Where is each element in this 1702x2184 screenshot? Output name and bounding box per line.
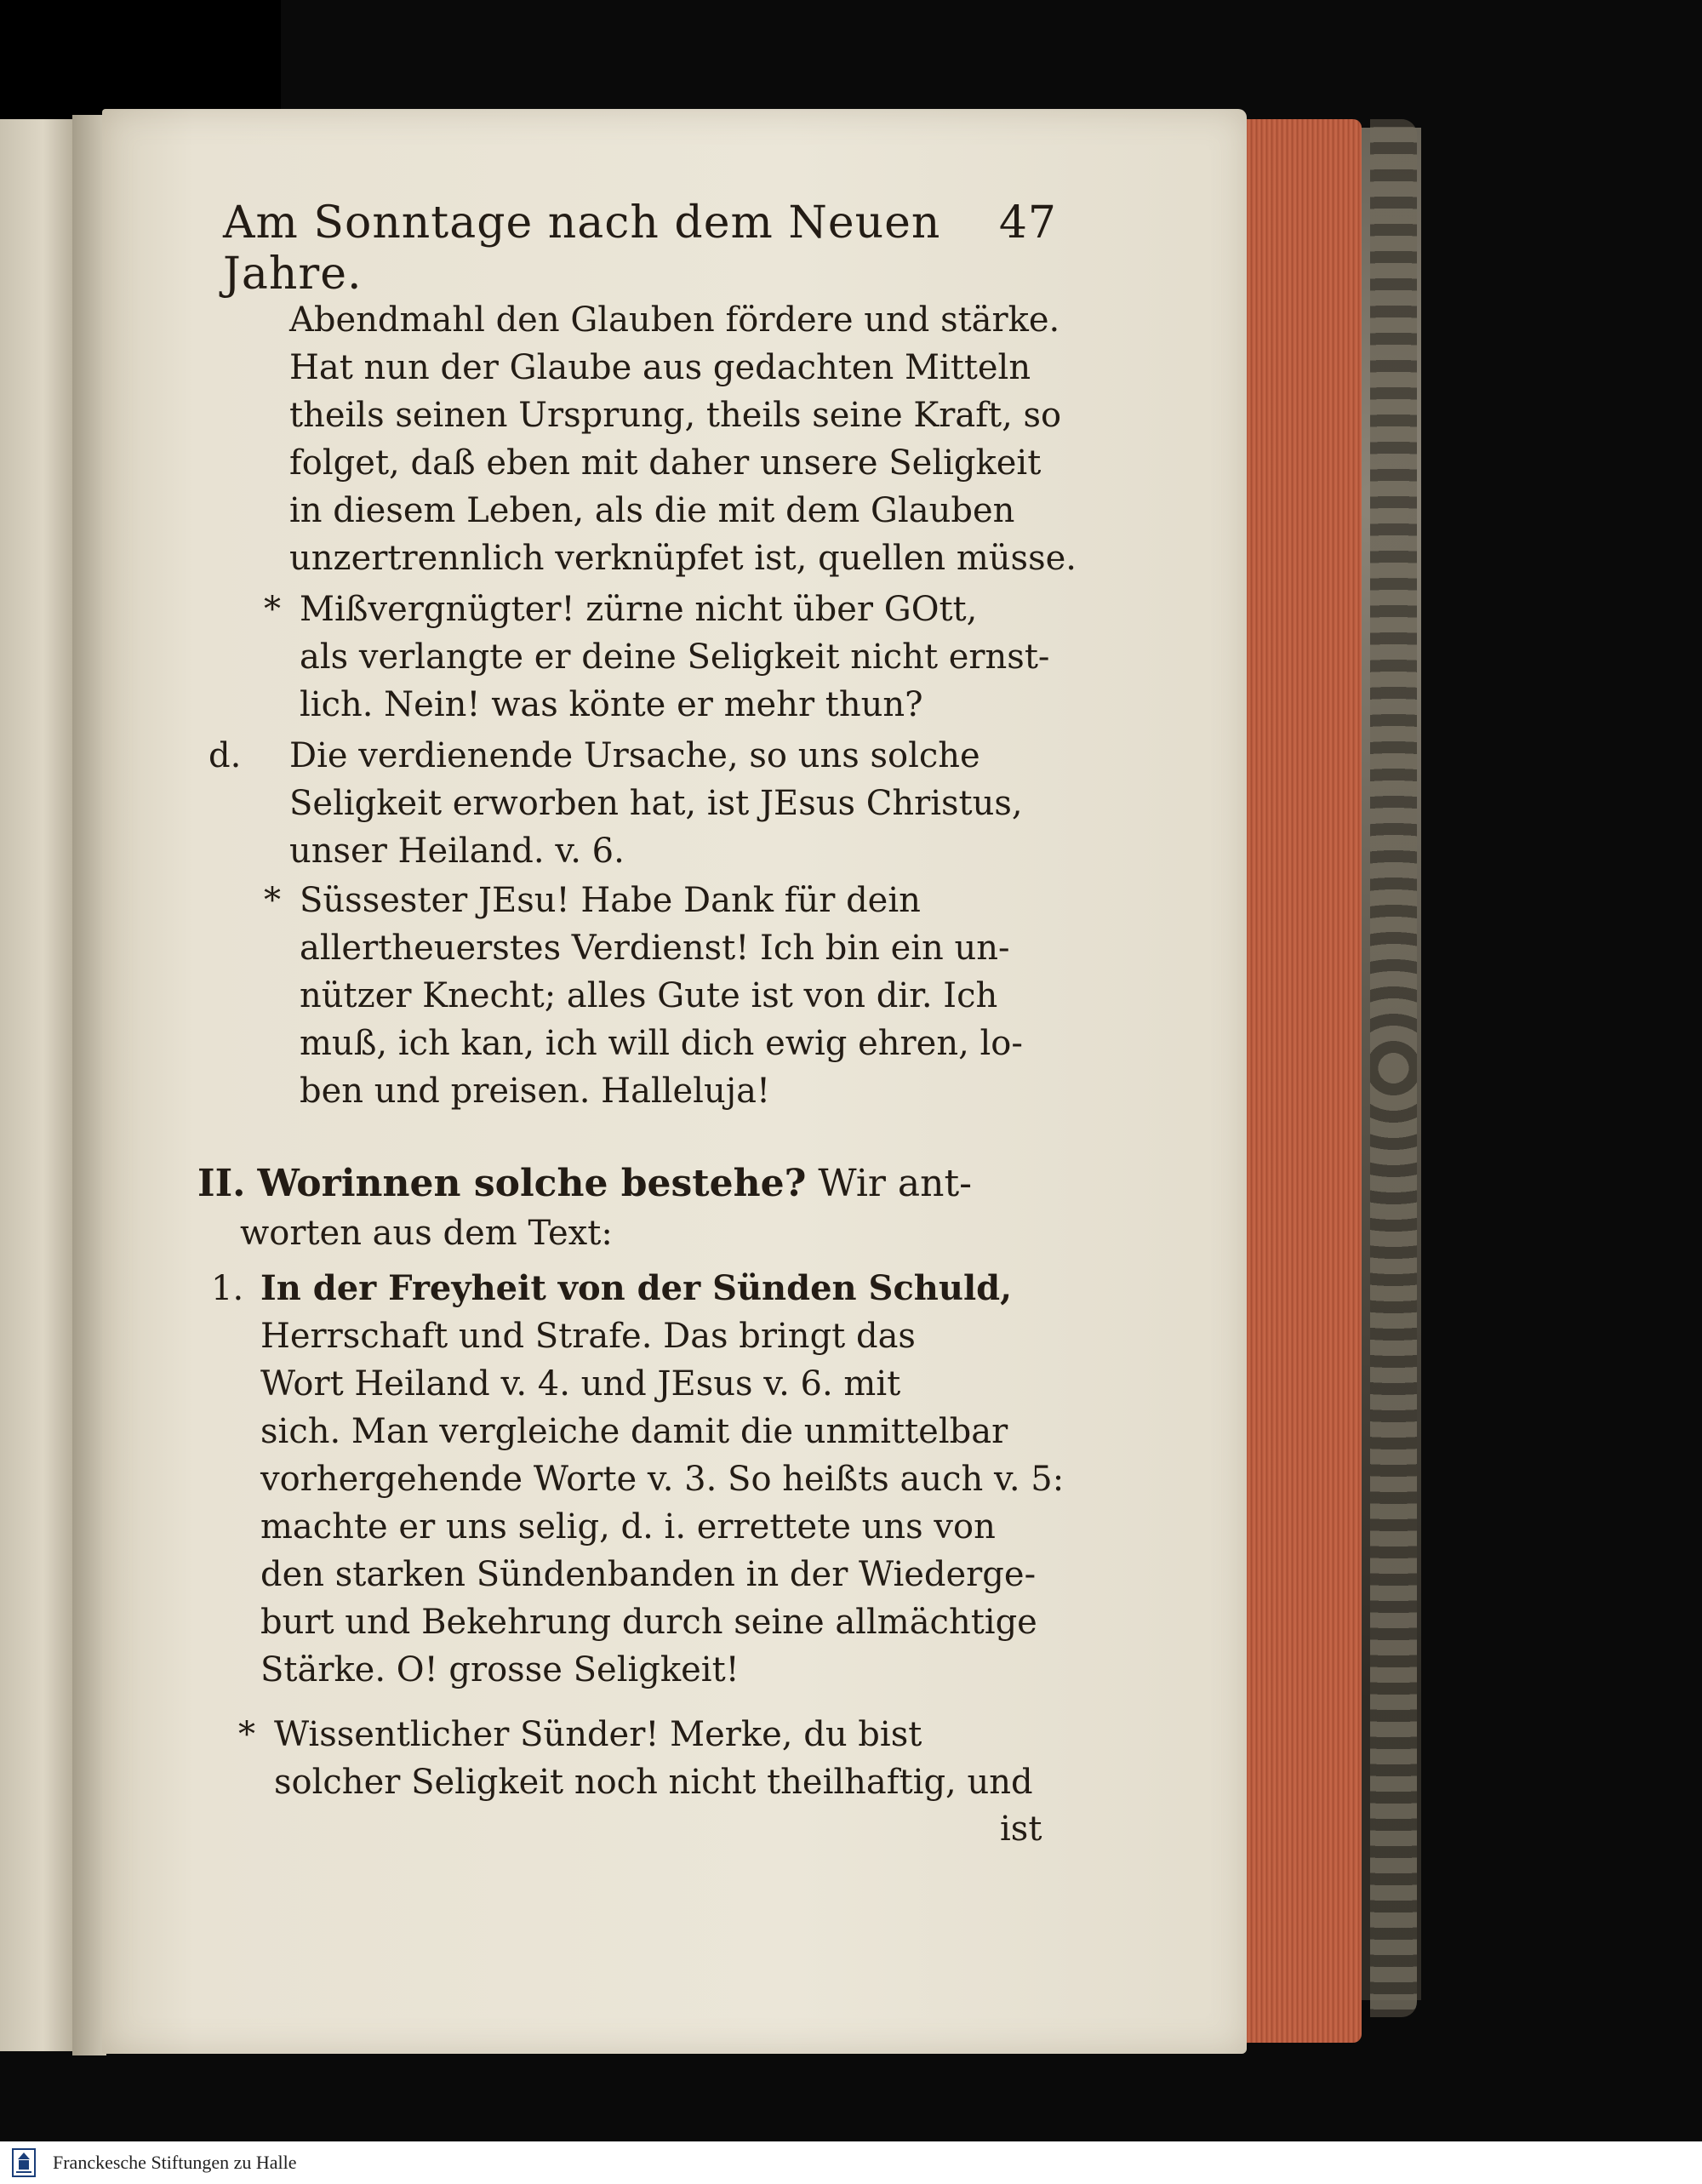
point-marker: d. [208, 736, 242, 775]
text-line: den starken Sündenbanden in der Wiederge- [260, 1555, 1037, 1594]
section-two-heading [197, 1159, 1061, 1258]
text-line: Herrschaft und Strafe. Das bringt das [260, 1317, 916, 1356]
text-line: Wir ant- [818, 1162, 973, 1205]
text-line: Wort Heiland v. 4. und JEsus v. 6. mit [260, 1364, 901, 1404]
text-line: unzertrennlich verknüpfet ist, quellen müsse. [289, 539, 1077, 578]
note-paragraph-2 [264, 877, 1059, 1115]
catchword: ist [1000, 1810, 1042, 1849]
note-marker: * [264, 590, 281, 629]
text-line: lich. Nein! was könte er mehr thun? [300, 685, 923, 724]
section-marker: II. [197, 1162, 246, 1205]
book-cover-corner [0, 0, 281, 119]
text-line: worten aus dem Text: [240, 1214, 613, 1253]
text-line: Wissentlicher Sünder! Merke, du bist [274, 1715, 922, 1754]
page-gutter [72, 115, 106, 2055]
text-line: nützer Knecht; alles Gute ist von dir. Ich [300, 976, 998, 1015]
text-line: in diesem Leben, als die mit dem Glauben [289, 491, 1015, 530]
text-line: unser Heiland. v. 6. [289, 832, 625, 871]
text-line: Süssester JEsu! Habe Dank für dein [300, 881, 921, 920]
text-line: solcher Seligkeit noch nicht theilhaftig, und [274, 1763, 1033, 1802]
footer-bar [0, 2141, 1702, 2184]
section-heading: Worinnen solche bestehe? [257, 1162, 807, 1205]
running-head-title: Am Sonntage nach dem Neuen Jahre. [223, 197, 941, 300]
running-header [223, 197, 1057, 300]
point-1-paragraph [211, 1265, 1065, 1694]
marbled-cover-edge [1370, 119, 1417, 2017]
text-line: In der Freyheit von der Sünden Schuld, [260, 1268, 1013, 1308]
note-paragraph-1 [264, 586, 1059, 729]
text-line: muß, ich kan, ich will dich ewig ehren, lo- [300, 1024, 1023, 1063]
text-line: machte er uns selig, d. i. errettete uns von [260, 1507, 996, 1547]
point-marker: 1. [211, 1269, 244, 1308]
text-line: Abendmahl den Glauben fördere und stärke. [289, 300, 1060, 340]
text-line: Seligkeit erworben hat, ist JEsus Christus, [289, 784, 1023, 823]
footer-label: Franckesche Stiftungen zu Halle [53, 2152, 297, 2173]
text-line: Mißvergnügter! zürne nicht über GOtt, [300, 590, 978, 629]
point-d-paragraph [208, 732, 1059, 875]
text-line: folget, daß eben mit daher unsere Seligkeit [289, 443, 1042, 483]
left-page-edge [0, 119, 74, 2051]
text-line: ben und preisen. Halleluja! [300, 1072, 771, 1111]
text-line: als verlangte er deine Seligkeit nicht ernst- [300, 637, 1050, 677]
page-number: 47 [998, 197, 1057, 249]
note-marker: * [238, 1715, 255, 1754]
red-page-edges [1247, 119, 1362, 2043]
text-line: Hat nun der Glaube aus gedachten Mitteln [289, 348, 1031, 387]
note-paragraph-3 [238, 1711, 1055, 1806]
text-line: theils seinen Ursprung, theils seine Kraft, so [289, 396, 1062, 435]
text-line: burt und Bekehrung durch seine allmächtige [260, 1603, 1037, 1642]
text-line: vorhergehende Worte v. 3. So heißts auch v. 5: [260, 1460, 1065, 1499]
text-line: allertheuerstes Verdienst! Ich bin ein un- [300, 929, 1010, 968]
text-line: Stärke. O! grosse Seligkeit! [260, 1650, 740, 1689]
institution-logo-icon [7, 2146, 41, 2180]
continued-paragraph [289, 296, 1077, 582]
text-line: Die verdienende Ursache, so uns solche [289, 736, 980, 775]
note-marker: * [264, 881, 281, 920]
text-line: sich. Man vergleiche damit die unmittelbar [260, 1412, 1008, 1451]
